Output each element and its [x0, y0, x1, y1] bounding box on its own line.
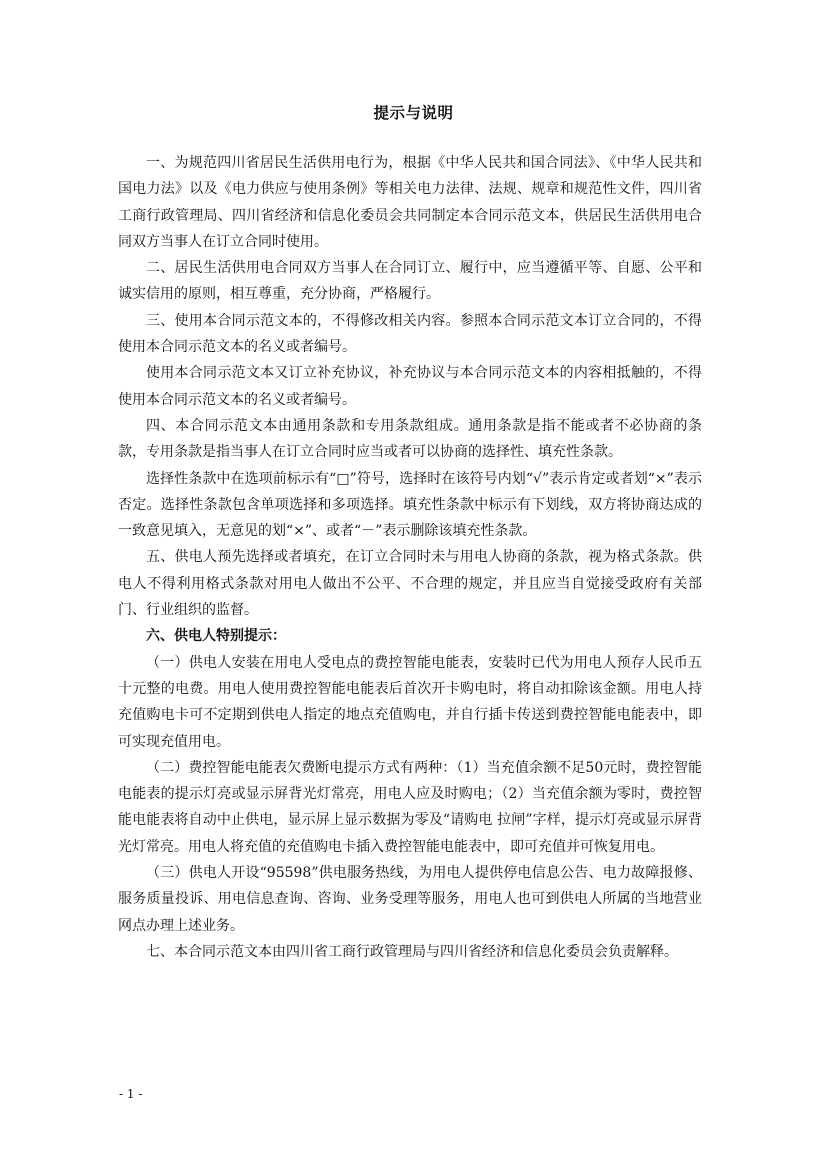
section-heading-special-notice: 六、供电人特别提示： — [146, 628, 286, 645]
paragraph-3-supplement: 使用本合同示范文本又订立补充协议，补充协议与本合同示范文本的内容相抵触的，不得使用本合同示范文本的名义或者编号。 — [118, 365, 702, 408]
document-body — [118, 150, 702, 965]
notice-item-1: （一）供电人安装在用电人受电点的费控智能电能表，安装时已代为用电人预存人民币五十元整的电费。用电人使用费控智能电能表后首次开卡购电时，将自动扣除该金额。用电人持充值购电卡可不定期到供电人指定的地点充值购电，并自行插卡传送到费控智能电能表中，即可实现充值用电。 — [118, 654, 702, 750]
notice-item-3: （三）供电人开设“95598”供电服务热线，为用电人提供停电信息公告、电力故障报修、服务质量投诉、用电信息查询、咨询、业务受理等服务，用电人也可到供电人所属的当地营业网点办理上述业务。 — [118, 865, 702, 934]
paragraph-5: 五、供电人预先选择或者填充，在订立合同时未与用电人协商的条款，视为格式条款。供电人不得利用格式条款对用电人做出不公平、不合理的规定，并且应当自觉接受政府有关部门、行业组织的监督。 — [118, 549, 702, 619]
notice-item-2: （二）费控智能电能表欠费断电提示方式有两种：（1）当充值余额不足50元时，费控智能电能表的提示灯亮或显示屏背光灯常亮，用电人应及时购电；（2）当充值余额为零时，费控智能电能表将自动中止供电，显示屏上显示数据为零及“请购电 拉闸”字样，提示灯亮或显示屏背光灯常亮。用电人将充值的充值购电卡插入费控智能电能表中，即可充值并可恢复用电。 — [118, 759, 702, 855]
paragraph-4-supplement: 选择性条款中在选项前标示有“□”符号，选择时在该符号内划“√”表示肯定或者划“×”表示否定。选择性条款包含单项选择和多项选择。填充性条款中标示有下划线，双方将协商达成的一致意见填入，无意见的划“×”、或者“－”表示删除该填充性条款。 — [118, 470, 702, 540]
paragraph-4: 四、本合同示范文本由通用条款和专用条款组成。通用条款是指不能或者不必协商的条款，专用条款是指当事人在订立合同时应当或者可以协商的选择性、填充性条款。 — [118, 417, 702, 461]
page-number: - 1 - — [119, 1087, 143, 1101]
document-title: 提示与说明 — [373, 104, 454, 122]
paragraph-2: 二、居民生活供用电合同双方当事人在合同订立、履行中，应当遵循平等、自愿、公平和诚实信用的原则，相互尊重，充分协商，严格履行。 — [118, 260, 702, 303]
paragraph-1: 一、为规范四川省居民生活供用电行为，根据《中华人民共和国合同法》、《中华人民共和国电力法》以及《电力供应与使用条例》等相关电力法律、法规、规章和规范性文件，四川省工商行政管理局、四川省经济和信息化委员会共同制定本合同示范文本，供居民生活供用电合同双方当事人在订立合同时使用。 — [118, 155, 702, 250]
paragraph-7: 七、本合同示范文本由四川省工商行政管理局与四川省经济和信息化委员会负责解释。 — [146, 943, 678, 960]
paragraph-3: 三、使用本合同示范文本的，不得修改相关内容。参照本合同示范文本订立合同的，不得使用本合同示范文本的名义或者编号。 — [118, 312, 702, 356]
